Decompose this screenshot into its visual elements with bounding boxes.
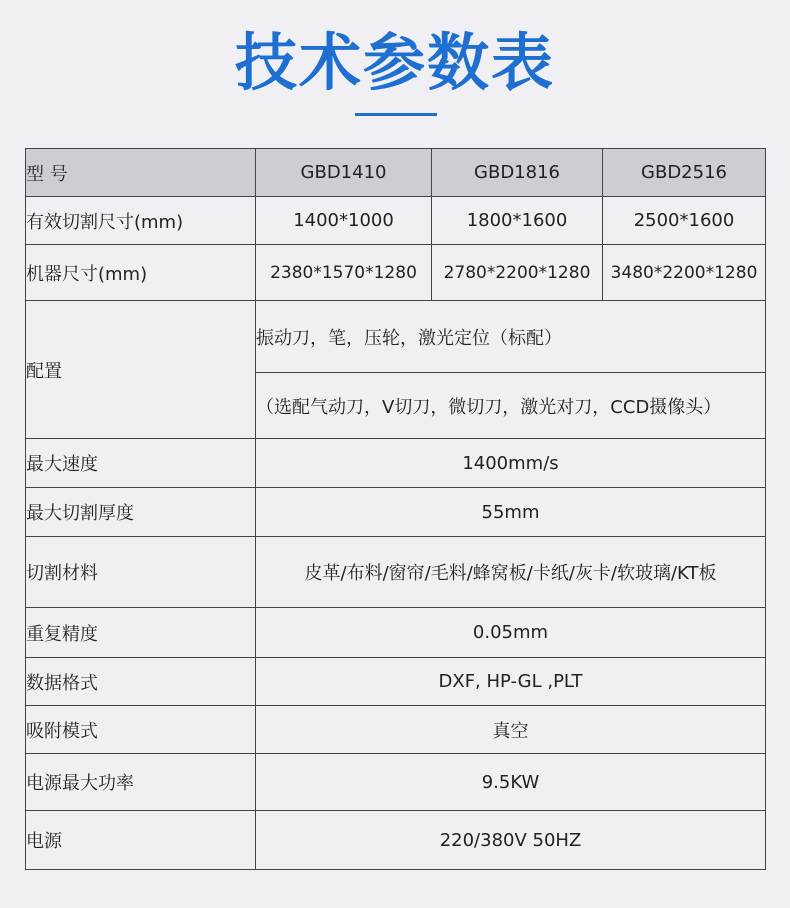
materials-label: 切割材料 <box>26 537 256 608</box>
header-label: 型 号 <box>26 149 256 197</box>
page-title: 技术参数表 <box>234 26 555 99</box>
machine-size-value: 2780*2200*1280 <box>432 245 603 301</box>
model-gbd1410: GBD1410 <box>256 149 432 197</box>
precision-value: 0.05mm <box>256 608 766 658</box>
config-standard: 振动刀，笔，压轮，激光定位（标配） <box>256 301 766 373</box>
cut-size-value: 2500*1600 <box>603 197 766 245</box>
table-row-thickness <box>26 488 766 537</box>
config-optional: （选配气动刀，V切刀，微切刀，激光对刀，CCD摄像头） <box>256 373 766 439</box>
format-value: DXF, HP-GL ,PLT <box>256 658 766 706</box>
materials-value: 皮革/布料/窗帘/毛料/蜂窝板/卡纸/灰卡/软玻璃/KT板 <box>256 537 766 608</box>
format-label: 数据格式 <box>26 658 256 706</box>
vacuum-value: 真空 <box>256 706 766 754</box>
thickness-value: 55mm <box>256 488 766 537</box>
model-gbd2516: GBD2516 <box>603 149 766 197</box>
precision-label: 重复精度 <box>26 608 256 658</box>
table-row-format <box>26 658 766 706</box>
cut-size-value: 1400*1000 <box>256 197 432 245</box>
table-row-cut-size <box>26 197 766 245</box>
machine-size-value: 3480*2200*1280 <box>603 245 766 301</box>
table-row-machine-size <box>26 245 766 301</box>
cut-size-value: 1800*1600 <box>432 197 603 245</box>
machine-size-value: 2380*1570*1280 <box>256 245 432 301</box>
cut-size-label: 有效切割尺寸(mm) <box>26 197 256 245</box>
machine-size-label: 机器尺寸(mm) <box>26 245 256 301</box>
table-row-config <box>26 301 766 373</box>
thickness-label: 最大切割厚度 <box>26 488 256 537</box>
vacuum-label: 吸附模式 <box>26 706 256 754</box>
table-row-vacuum <box>26 706 766 754</box>
power-value: 9.5KW <box>256 754 766 811</box>
speed-value: 1400mm/s <box>256 439 766 488</box>
speed-label: 最大速度 <box>26 439 256 488</box>
supply-value: 220/380V 50HZ <box>256 811 766 870</box>
table-row-speed <box>26 439 766 488</box>
config-label: 配置 <box>26 301 256 439</box>
title-underline <box>355 113 437 116</box>
table-row-power <box>26 754 766 811</box>
table-row-materials <box>26 537 766 608</box>
spec-table <box>25 148 766 870</box>
table-row-precision <box>26 608 766 658</box>
table-row-supply <box>26 811 766 870</box>
table-row-header <box>26 149 766 197</box>
power-label: 电源最大功率 <box>26 754 256 811</box>
model-gbd1816: GBD1816 <box>432 149 603 197</box>
supply-label: 电源 <box>26 811 256 870</box>
